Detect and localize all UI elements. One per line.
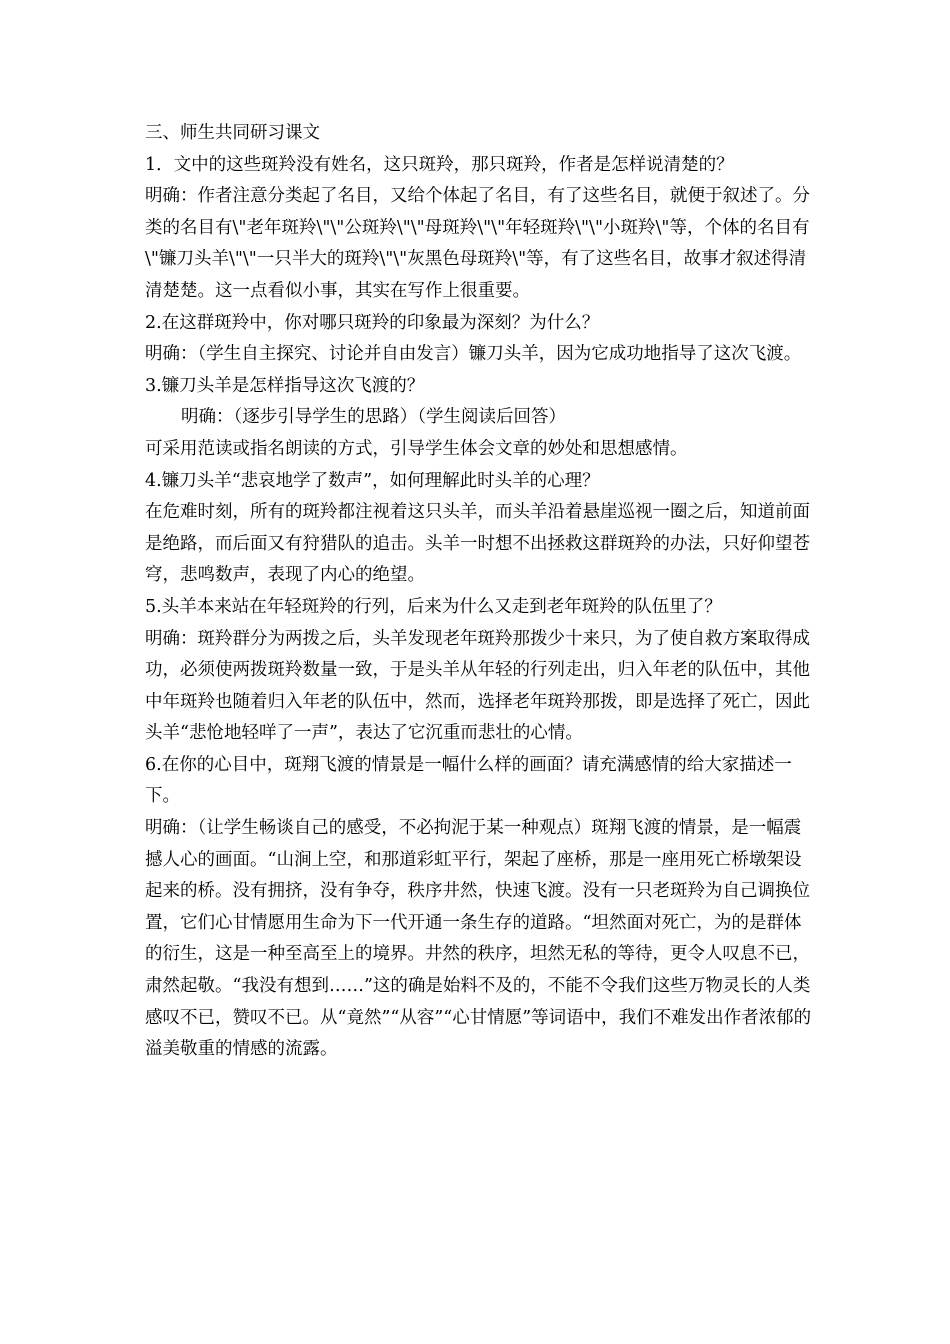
answer-6: 明确：（让学生畅谈自己的感受，不必拘泥于某一种观点）斑翔飞渡的情景，是一幅震撼人心的画面。“山涧上空，和那道彩虹平行，架起了座桥，那是一座用死亡桥墩架设起来的桥。没有拥挤，没有争夺，秩序井然，快速飞渡。没有一只老斑羚为自己调换位置，它们心甘情愿用生命为下一代开通一条生存的道路。“坦然面对死亡，为的是群体的衍生，这是一种至高至上的境界。井然的秩序，坦然无私的等待，更令人叹息不已，肃然起敬。“我没有想到……”这的确是始料不及的，不能不令我们这些万物灵长的人类感叹不已，赞叹不已。从“竟然”“从容”“心甘情愿”等词语中，我们不难发出作者浓郁的溢美敬重的情感的流露。 bbox=[145, 818, 812, 1060]
question-6: 6.在你的心目中，斑翔飞渡的情景是一幅什么样的画面？请充满感情的给大家描述一下。 bbox=[145, 754, 792, 807]
answer-4: 在危难时刻，所有的斑羚都注视着这只头羊，而头羊沿着悬崖巡视一圈之后，知道前面是绝路，而后面又有狩猎队的追击。头羊一时想不出拯救这群斑羚的办法，只好仰望苍穹，悲鸣数声，表现了内心的绝望。 bbox=[145, 502, 810, 586]
question-3: 3.镰刀头羊是怎样指导这次飞渡的？ bbox=[145, 375, 425, 396]
answer-3-note: 可采用范读或指名朗读的方式，引导学生体会文章的妙处和思想感情。 bbox=[145, 438, 688, 459]
question-2: 2.在这群斑羚中，你对哪只斑羚的印象最为深刻？为什么？ bbox=[145, 312, 600, 333]
question-4: 4.镰刀头羊“悲哀地学了数声”，如何理解此时头羊的心理？ bbox=[145, 470, 600, 491]
answer-5: 明确：斑羚群分为两拨之后，头羊发现老年斑羚那拨少十来只，为了使自救方案取得成功，必须使两拨斑羚数量一致，于是头羊从年轻的行列走出，归入年老的队伍中，其他中年斑羚也随着归入年老的队伍中，然而，选择老年斑羚那拨，即是选择了死亡，因此头羊“悲怆地轻咩了一声”，表达了它沉重而悲壮的心情。 bbox=[145, 628, 810, 744]
answer-2: 明确：（学生自主探究、讨论并自由发言）镰刀头羊，因为它成功地指导了这次飞渡。 bbox=[145, 344, 802, 365]
question-1: 1．文中的这些斑羚没有姓名，这只斑羚，那只斑羚，作者是怎样说清楚的？ bbox=[145, 154, 734, 175]
answer-1: 明确：作者注意分类起了名目，又给个体起了名目，有了这些名目，就便于叙述了。分类的名目有\"老年斑羚\"\"公斑羚\"\"母斑羚\"\"年轻斑羚\"\"小斑羚\"等，个体的名目有\"镰刀头羊\"\"一只半大的斑羚\"\"灰黑色母斑羚\"等，有了这些名目，故事才叙述得清清楚楚。这一点看似小事，其实在写作上很重要。 bbox=[145, 186, 810, 301]
document-body bbox=[145, 118, 815, 1066]
answer-3: 明确：（逐步引导学生的思路）（学生阅读后回答） bbox=[181, 407, 566, 428]
section-heading: 三、师生共同研习课文 bbox=[145, 123, 320, 143]
question-5: 5.头羊本来站在年轻斑羚的行列，后来为什么又走到老年斑羚的队伍里了？ bbox=[145, 596, 722, 617]
